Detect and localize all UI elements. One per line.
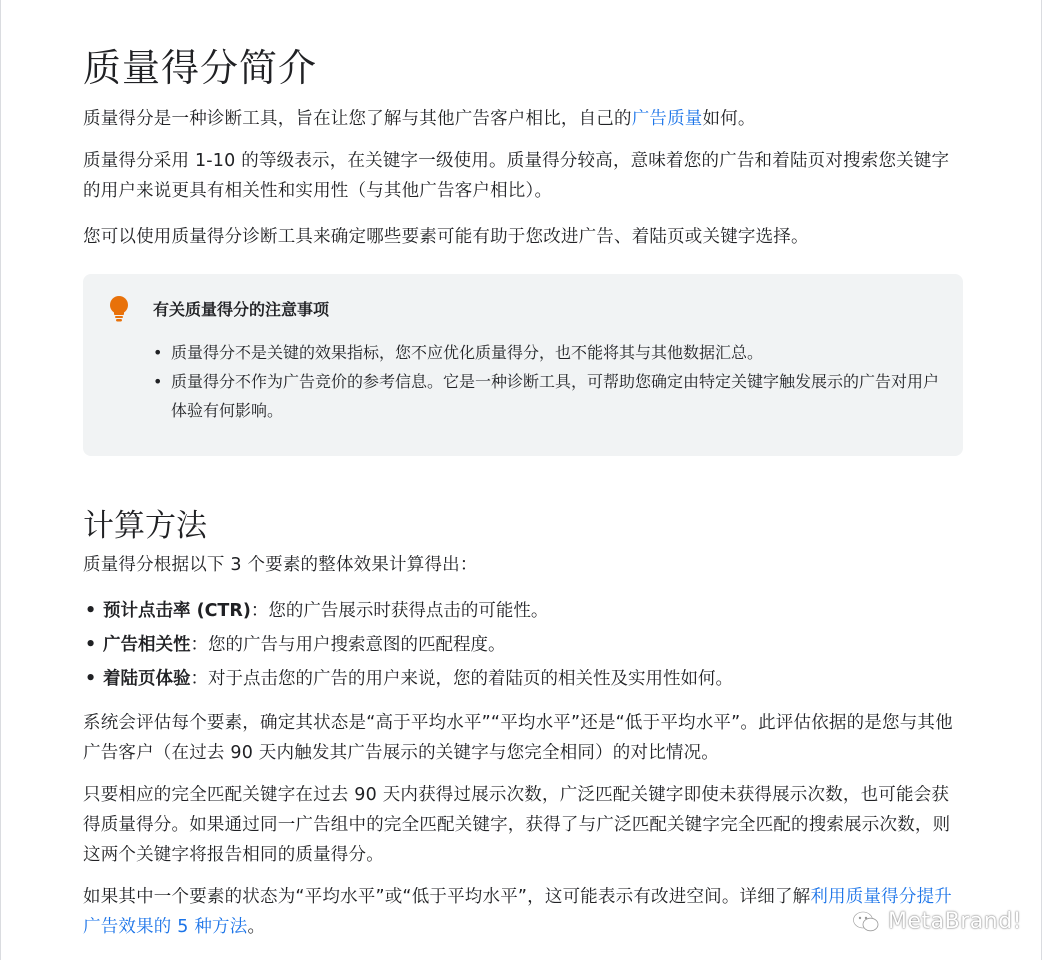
- improve-text-end: 。: [247, 917, 266, 937]
- factor-term: 广告相关性: [103, 635, 191, 655]
- exact-match-paragraph: 只要相应的完全匹配关键字在过去 90 天内获得过展示次数，广泛匹配关键字即使未获得展示次数，也可能会获得质量得分。如果通过同一广告组中的完全匹配关键字，获得了与广泛匹配关键字完全匹配的搜索展示次数，则这两个关键字将报告相同的质量得分。: [83, 785, 951, 865]
- improve-methods-link[interactable]: 利用质量得分提升广告效果的 5 种方法: [83, 887, 952, 937]
- notes-callout: [83, 274, 963, 456]
- ad-quality-link[interactable]: 广告质量: [631, 109, 703, 129]
- lightbulb-icon: [107, 295, 131, 323]
- evaluation-paragraph: 系统会评估每个要素，确定其状态是“高于平均水平”“平均水平”还是“低于平均水平”。此评估依据的是您与其他广告客户（在过去 90 天内触发其广告展示的关键字与您完全相同）的对比情况。: [83, 713, 953, 763]
- intro-paragraph: [83, 104, 963, 134]
- factor-list: [83, 594, 963, 696]
- callout-list: [153, 338, 939, 425]
- improve-paragraph: [83, 882, 963, 942]
- intro-text-end: 如何。: [702, 109, 756, 129]
- calculation-intro: 质量得分根据以下 3 个要素的整体效果计算得出：: [83, 555, 478, 575]
- factor-desc: ：您的广告与用户搜索意图的匹配程度。: [190, 635, 506, 655]
- factor-item-relevance: [83, 628, 963, 662]
- page-title: 质量得分简介: [83, 46, 318, 90]
- watermark-text: MetaBrand!: [888, 909, 1022, 934]
- watermark: [852, 909, 1022, 934]
- factor-item-landing-page: [83, 662, 963, 696]
- factor-desc: ：对于点击您的广告的用户来说，您的着陆页的相关性及实用性如何。: [190, 669, 733, 689]
- factor-item-ctr: [83, 594, 963, 628]
- article: [83, 42, 963, 942]
- callout-header: [107, 296, 939, 324]
- section-heading-calculation: 计算方法: [83, 508, 207, 544]
- callout-item: • 质量得分不作为广告竞价的参考信息。它是一种诊断工具，可帮助您确定由特定关键字触发展示的广告对用户体验有何影响。: [171, 367, 939, 425]
- scale-paragraph: 质量得分采用 1-10 的等级表示，在关键字一级使用。质量得分较高，意味着您的广告和着陆页对搜索您关键字的用户来说更具有相关性和实用性（与其他广告客户相比）。: [83, 151, 950, 201]
- improve-text: 如果其中一个要素的状态为“平均水平”或“低于平均水平”，这可能表示有改进空间。详细了解: [83, 887, 811, 907]
- callout-title: 有关质量得分的注意事项: [153, 300, 330, 319]
- callout-item: • 质量得分不是关键的效果指标，您不应优化质量得分，也不能将其与其他数据汇总。: [171, 338, 939, 367]
- wechat-icon: [852, 910, 880, 934]
- intro-text: 质量得分是一种诊断工具，旨在让您了解与其他广告客户相比，自己的: [83, 109, 632, 129]
- factor-term: 着陆页体验: [103, 669, 191, 689]
- usage-paragraph: 您可以使用质量得分诊断工具来确定哪些要素可能有助于您改进广告、着陆页或关键字选择。: [83, 227, 809, 247]
- factor-desc: ：您的广告展示时获得点击的可能性。: [250, 601, 549, 621]
- factor-term: 预计点击率 (CTR): [103, 601, 251, 621]
